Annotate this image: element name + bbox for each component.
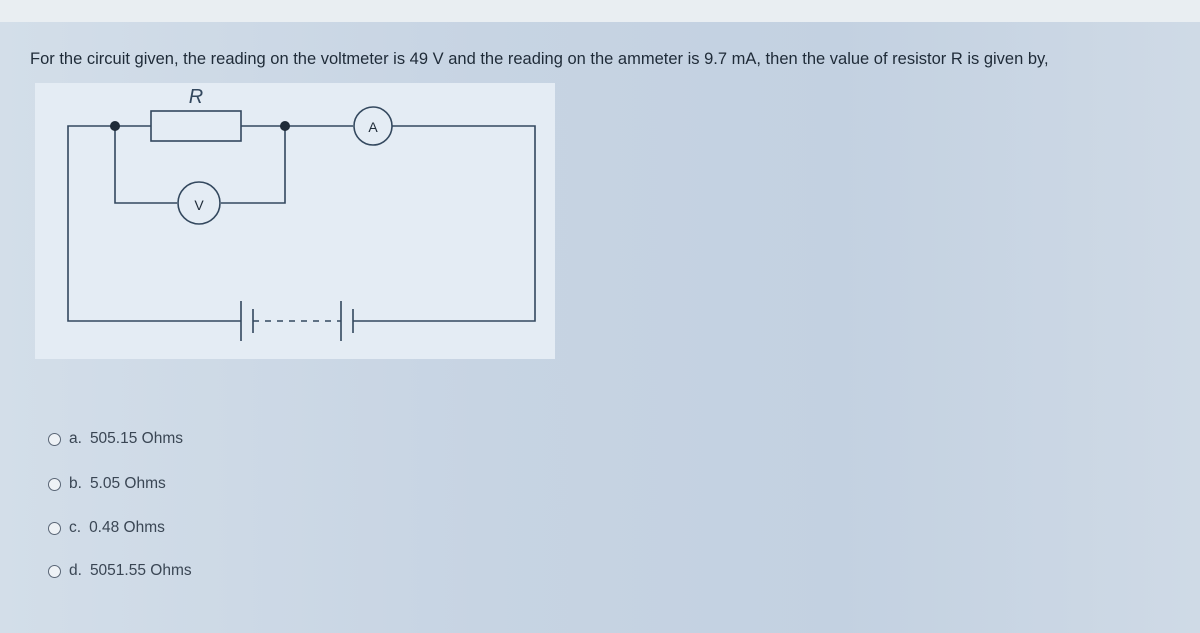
resistor <box>151 111 241 141</box>
ammeter-label: A <box>368 119 378 135</box>
voltmeter-label: V <box>194 197 204 213</box>
option-d-text: 5051.55 Ohms <box>89 562 192 579</box>
radio-b[interactable] <box>48 478 61 491</box>
option-a[interactable] <box>48 430 183 448</box>
resistor-label: R <box>188 86 204 108</box>
wire-right <box>383 126 535 321</box>
option-c[interactable] <box>48 519 165 537</box>
voltmeter-wire-left <box>115 126 177 203</box>
option-b-letter: b. <box>69 475 82 492</box>
wire-left <box>68 126 241 321</box>
radio-a[interactable] <box>48 433 61 446</box>
junction-left <box>110 121 120 131</box>
option-b-text: 5.05 Ohms <box>89 475 166 492</box>
option-c-letter: c. <box>69 519 82 536</box>
option-a-letter: a. <box>69 430 82 447</box>
radio-c[interactable] <box>48 522 61 535</box>
voltmeter-wire-right <box>221 126 285 203</box>
option-b[interactable] <box>48 475 166 493</box>
option-d-letter: d. <box>69 562 82 579</box>
junction-right <box>280 121 290 131</box>
option-a-text: 505.15 Ohms <box>89 430 183 447</box>
radio-d[interactable] <box>48 565 61 578</box>
question-text: For the circuit given, the reading on the voltmeter is 49 V and the reading on the ammeter is 9.7 mA, then the value of resistor R is given by, <box>30 50 1049 68</box>
circuit-svg <box>35 83 555 359</box>
option-c-text: 0.48 Ohms <box>89 519 165 536</box>
option-d[interactable] <box>48 562 192 580</box>
circuit-diagram <box>35 83 555 359</box>
